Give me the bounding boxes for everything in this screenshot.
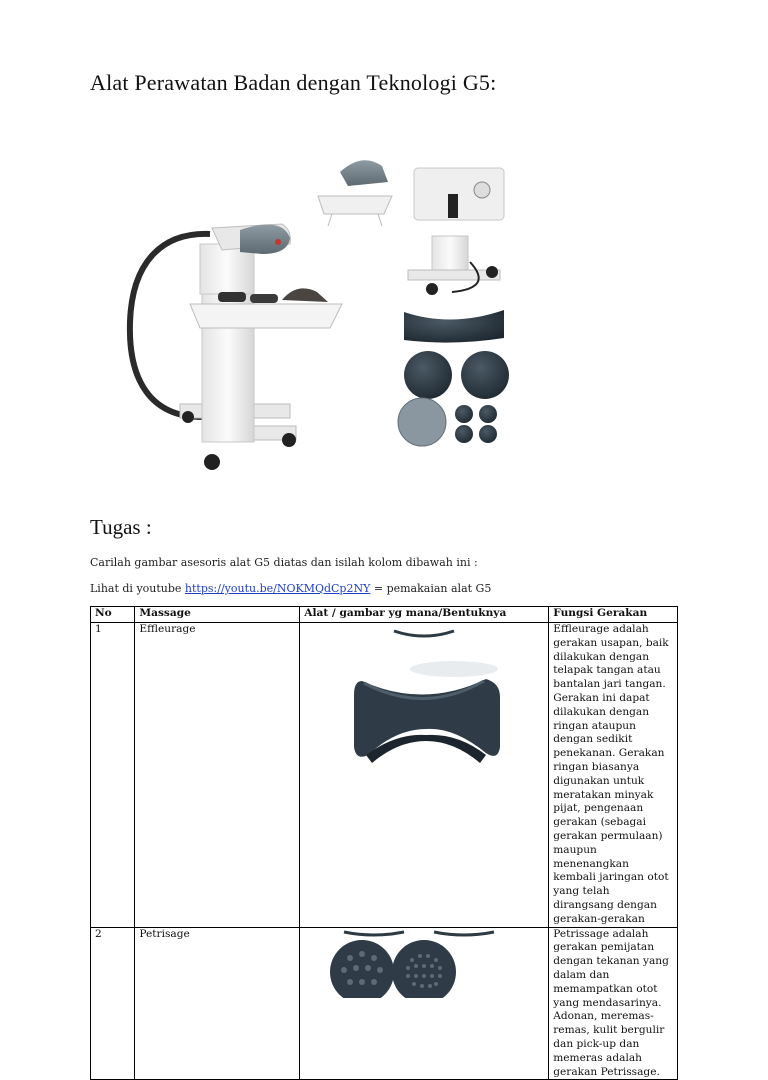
section-heading: Tugas :: [90, 515, 152, 539]
accessory-images: [318, 160, 509, 446]
massage-table: [90, 606, 678, 1080]
page-title: Alat Perawatan Badan dengan Teknologi G5:: [90, 70, 497, 95]
table-header-row: [91, 607, 678, 623]
youtube-prefix: Lihat di youtube: [90, 582, 185, 595]
youtube-link[interactable]: https://youtu.be/NOKMQdCp2NY: [184, 582, 371, 595]
g5-machine-photo: [92, 132, 530, 492]
row-massage: Petrisage: [135, 927, 300, 1080]
row-massage: Effleurage: [135, 623, 300, 928]
knob-pads-image: [300, 927, 549, 1080]
row-no: 2: [91, 927, 135, 1080]
youtube-suffix: = pemakaian alat G5: [370, 582, 492, 595]
table-row: [91, 927, 678, 1080]
row-fungsi: Effleurage adalah gerakan usapan, baik dilakukan dengan telapak tangan atau bantalan jari tangan. Gerakan ini dapat dilakukan dengan ringan ataupun dengan sedikit penekanan. Gerakan ringan biasanya digunakan untuk meratakan minyak pijat, pengenaan gerakan (sebagai gerakan permulaan) maupun menenangkan kembali jaringan otot yang telah dirangsang dengan gerakan-gerakan: [549, 623, 678, 928]
table-row: [91, 623, 678, 928]
header-massage: Massage: [135, 607, 300, 623]
curved-pad-image: [300, 623, 549, 928]
header-fungsi: Fungsi Gerakan: [549, 607, 678, 623]
main-machine: [130, 224, 342, 470]
instruction-text: Carilah gambar asesoris alat G5 diatas dan isilah kolom dibawah ini :: [90, 556, 478, 569]
row-fungsi: Petrissage adalah gerakan pemijatan dengan tekanan yang dalam dan memampatkan otot yang mendasarinya. Adonan, meremas-remas, kulit bergulir dan pick-up dan memeras adalah gerakan Petrissage.: [549, 927, 678, 1080]
youtube-line: [90, 582, 491, 595]
row-no: 1: [91, 623, 135, 928]
header-alat: Alat / gambar yg mana/Bentuknya: [300, 607, 549, 623]
header-no: No: [91, 607, 135, 623]
